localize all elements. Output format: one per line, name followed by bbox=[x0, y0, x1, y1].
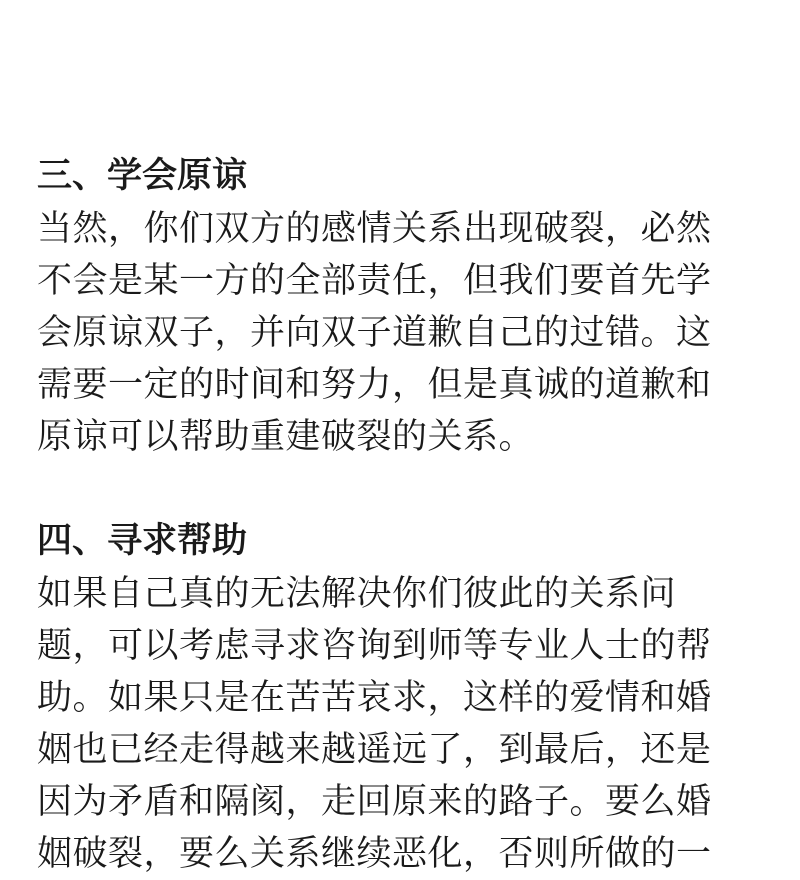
paragraph-line: 如果自己真的无法解决你们彼此的关系问 bbox=[37, 574, 677, 614]
paragraph-line: 会原谅双子，并向双子道歉自己的过错。这 bbox=[37, 313, 712, 353]
paragraph-line: 不会是某一方的全部责任，但我们要首先学 bbox=[37, 261, 712, 301]
paragraph-line: 姻破裂，要么关系继续恶化，否则所做的一 bbox=[37, 834, 712, 874]
article-body bbox=[37, 150, 757, 880]
paragraph-line: 助。如果只是在苦苦哀求，这样的爱情和婚 bbox=[37, 678, 712, 718]
paragraph-line: 题，可以考虑寻求咨询到师等专业人士的帮 bbox=[37, 626, 712, 666]
paragraph-line: 姻也已经走得越来越遥远了，到最后，还是 bbox=[37, 730, 712, 770]
section-heading: 三、学会原谅 bbox=[37, 156, 248, 196]
paragraph-line: 因为矛盾和隔阂，走回原来的路子。要么婚 bbox=[37, 782, 712, 822]
paragraph-line: 当然，你们双方的感情关系出现破裂，必然 bbox=[37, 209, 712, 249]
paragraph-line: 原谅可以帮助重建破裂的关系。 bbox=[37, 417, 535, 457]
paragraph-line: 需要一定的时间和努力，但是真诚的道歉和 bbox=[37, 365, 712, 405]
section-heading: 四、寻求帮助 bbox=[37, 521, 248, 561]
section-seek-help bbox=[37, 515, 757, 880]
section-forgive bbox=[37, 150, 757, 463]
